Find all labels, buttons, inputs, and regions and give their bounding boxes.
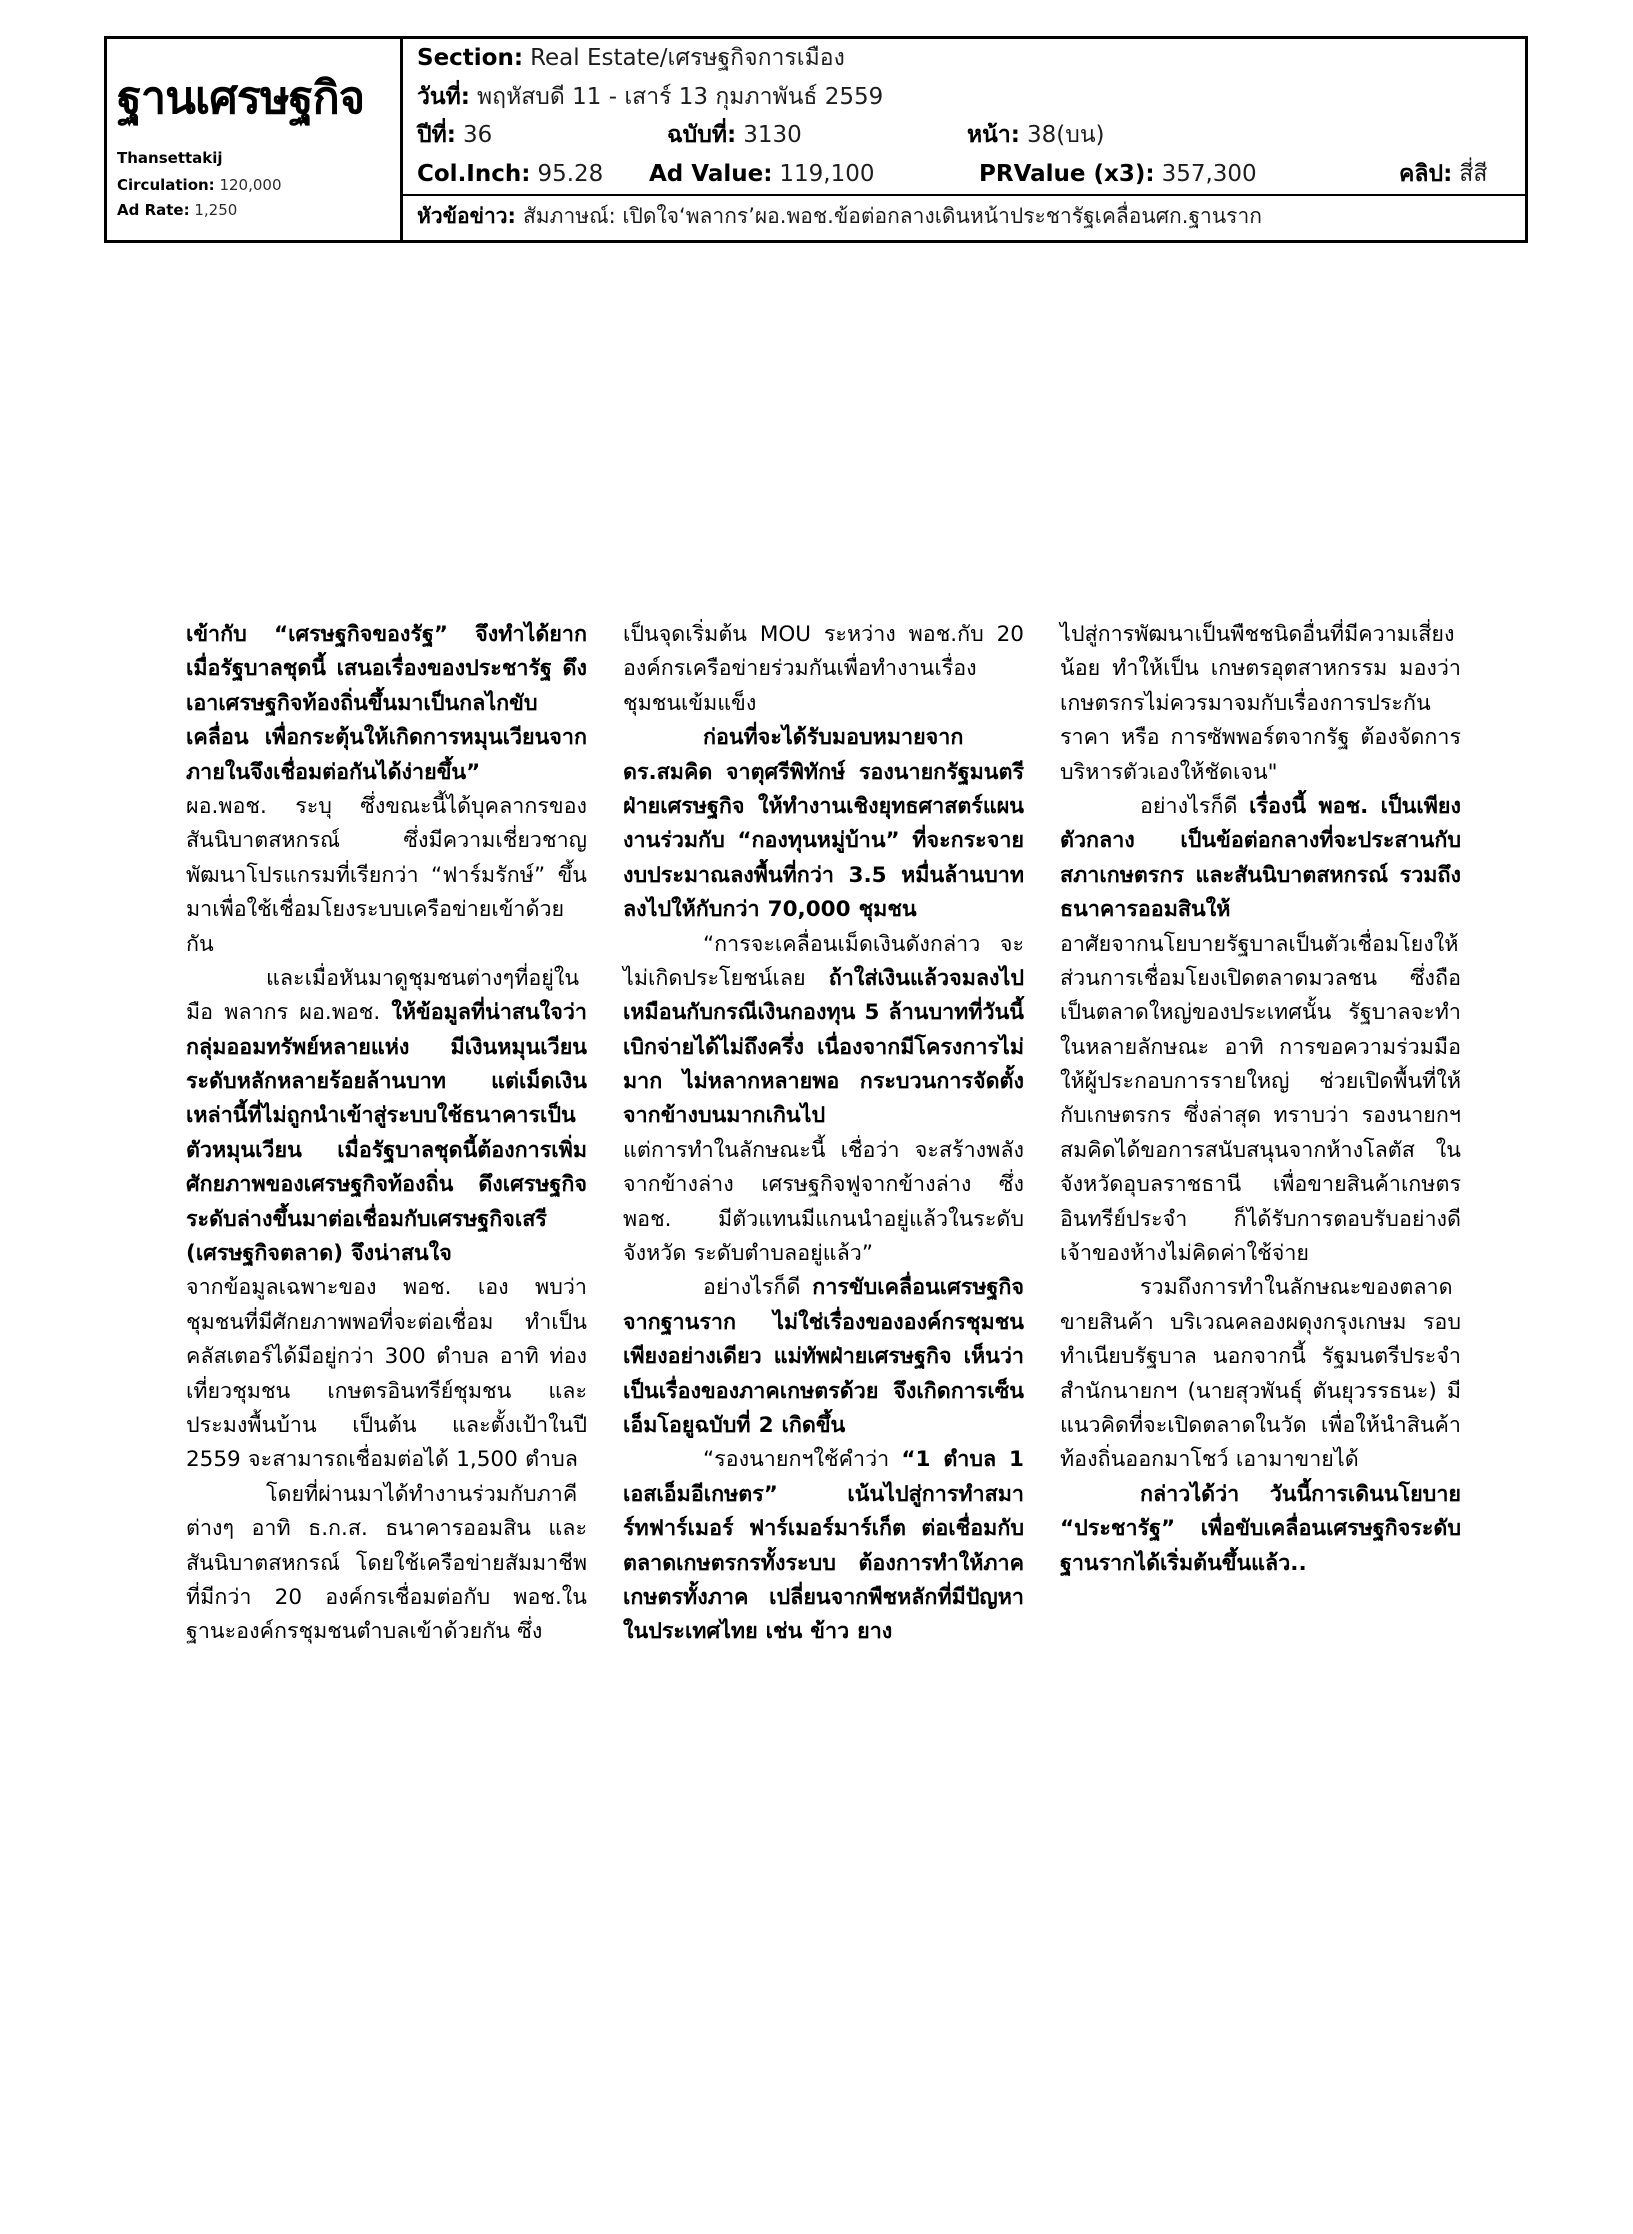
text-run: “การจะเคลื่อนเม็ดเงินดังกล่าว จะไม่เกิดประโยชน์เลย — [623, 931, 1024, 991]
article-body — [186, 618, 1462, 1650]
headline-label: หัวข้อข่าว: — [417, 203, 516, 228]
paragraph: ก่อนที่จะได้รับมอบหมายจาก ดร.สมคิด จาตุศรีพิทักษ์ รองนายกรัฐมนตรีฝ่ายเศรษฐกิจ ให้ทำงานเชิงยุทธศาสตร์แผนงานร่วมกับ “กองทุนหมู่บ้าน” ที่จะกระจายงบประมาณลงพื้นที่กว่า 3.5 หมื่นล้านบาท ลงไปให้กับกว่า 70,000 ชุมชน — [623, 725, 1024, 923]
masthead-romanized-name: Thansettakij — [117, 149, 223, 167]
year-value: 36 — [462, 122, 493, 149]
article-column-3 — [1060, 618, 1461, 1650]
ad-rate-label: Ad Rate: — [117, 200, 190, 219]
metrics-row — [403, 155, 1525, 194]
paragraph: อาศัยจากนโยบายรัฐบาลเป็นตัวเชื่อมโยงให้ ส่วนการเชื่อมโยงเปิดตลาดมวลชน ซึ่งถือเป็นตลาดใหญ่ของประเทศนั้น รัฐบาลจะทำในหลายลักษณะ อาทิ การขอความร่วมมือให้ผู้ประกอบการรายใหญ่ ช่วยเปิดพื้นที่ให้กับเกษตรกร ซึ่งล่าสุด ทราบว่า รองนายกฯสมคิดได้ขอการสนับสนุนจากห้างโลตัส ในจังหวัดอุบลราชธานี เพื่อขายสินค้าเกษตรอินทรีย์ประจำ ก็ได้รับการตอบรับอย่างดี เจ้าของห้างไม่คิดค่าใช้จ่าย — [1060, 931, 1461, 1267]
clipping-header — [104, 36, 1528, 243]
article-column-2 — [623, 618, 1024, 1650]
section-row — [403, 39, 1525, 78]
prvalue-value: 357,300 — [1161, 160, 1257, 187]
year-field — [417, 119, 667, 152]
page-label: หน้า: — [967, 122, 1020, 149]
prvalue-label: PRValue (x3): — [979, 160, 1155, 187]
paragraph: โดยที่ผ่านมาได้ทำงานร่วมกับภาคีต่างๆ อาทิ ธ.ก.ส. ธนาคารออมสิน และสันนิบาตสหกรณ์ โดยใช้เครือข่ายสัมมาชีพที่มีกว่า 20 องค์กรเชื่อมต่อกับ พอช.ในฐานะองค์กรชุมชนตำบลเข้าด้วยกัน ซึ่ง — [186, 1481, 587, 1645]
paragraph: รวมถึงการทำในลักษณะของตลาดขายสินค้า บริเวณคลองผดุงกรุงเกษม รอบทำเนียบรัฐบาล นอกจากนี้ รัฐมนตรีประจำสำนักนายกฯ (นายสุวพันธุ์ ตันยุวรรธนะ) มีแนวคิดที่จะเปิดตลาดในวัด เพื่อให้นำสินค้าท้องถิ่นออกมาโชว์ เอามาขายได้ — [1060, 1275, 1461, 1473]
paragraph: แต่การทำในลักษณะนี้ เชื่อว่า จะสร้างพลังจากข้างล่าง เศรษฐกิจฟูจากข้างล่าง ซึ่ง พอช. มีตัวแทนมีแกนนำอยู่แล้วในระดับจังหวัด ระดับตำบลอยู่แล้ว” — [623, 1137, 1024, 1267]
issue-value: 3130 — [743, 122, 802, 149]
page-field — [967, 119, 1297, 152]
section-field — [417, 42, 845, 75]
paragraph: กล่าวได้ว่า วันนี้การเดินนโยบาย “ประชารัฐ” เพื่อขับเคลื่อนเศรษฐกิจระดับฐานรากได้เริ่มต้นขึ้นแล้ว.. — [1060, 1481, 1461, 1576]
paragraph: จากข้อมูลเฉพาะของ พอช. เอง พบว่า ชุมชนที่มีศักยภาพพอที่จะต่อเชื่อม ทำเป็นคลัสเตอร์ได้มีอยู่กว่า 300 ตำบล อาทิ ท่องเที่ยวชุมชน เกษตรอินทรีย์ชุมชน และประมงพื้นบ้าน เป็นต้น และตั้งเป้าในปี 2559 จะสามารถเชื่อมต่อได้ 1,500 ตำบล — [186, 1275, 587, 1473]
text-run-bold: เรื่องนี้ พอช. เป็นเพียงตัวกลาง เป็นข้อต่อกลางที่จะประสานกับ สภาเกษตรกร และสันนิบาตสหกรณ์ รวมถึงธนาคารออมสินให้ — [1060, 793, 1461, 923]
colinch-label: Col.Inch: — [417, 160, 531, 187]
section-label: Section: — [417, 45, 524, 71]
issue-field — [667, 119, 967, 152]
headline-row — [403, 194, 1525, 240]
circulation-value: 120,000 — [219, 175, 282, 194]
section-value: Real Estate/เศรษฐกิจการเมือง — [530, 45, 845, 71]
advalue-label: Ad Value: — [649, 160, 773, 187]
paragraph — [623, 1443, 1024, 1649]
circulation-label: Circulation: — [117, 175, 215, 194]
colinch-field — [417, 158, 649, 191]
paragraph: เข้ากับ “เศรษฐกิจของรัฐ” จึงทำได้ยาก เมื่อรัฐบาลชุดนี้ เสนอเรื่องของประชารัฐ ดึงเอาเศรษฐกิจท้องถิ่นขึ้นมาเป็นกลไกขับเคลื่อน เพื่อกระตุ้นให้เกิดการหมุนเวียนจากภายในจึงเชื่อมต่อกันได้ง่ายขึ้น” — [186, 622, 587, 785]
ad-rate-value: 1,250 — [194, 200, 238, 219]
text-run: อย่างไรก็ดี — [703, 1275, 813, 1301]
paragraph: ผอ.พอช. ระบุ ซึ่งขณะนี้ได้บุคลากรของสันนิบาตสหกรณ์ ซึ่งมีความเชี่ยวชาญพัฒนาโปรแกรมที่เรียกว่า “ฟาร์มรักษ์” ขึ้นมาเพื่อใช้เชื่อมโยงระบบเครือข่ายเข้าด้วยกัน — [186, 793, 587, 957]
headline-field — [417, 200, 1262, 233]
paragraph: เป็นจุดเริ่มต้น MOU ระหว่าง พอช.กับ 20 องค์กรเครือข่ายร่วมกันเพื่อทำงานเรื่องชุมชนเข้มแข็ง — [623, 622, 1024, 716]
masthead-meta — [117, 146, 390, 222]
advalue-field — [649, 158, 979, 191]
paragraph: ไปสู่การพัฒนาเป็นพืชชนิดอื่นที่มีความเสี่ยงน้อย ทำให้เป็น เกษตรอุตสาหกรรม มองว่า เกษตรกรไม่ควรมาจมกับเรื่องการประกันราคา หรือ การซัพพอร์ตจากรัฐ ต้องจัดการบริหารตัวเองให้ชัดเจน" — [1060, 622, 1461, 785]
date-value: พฤหัสบดี 11 - เสาร์ 13 กุมภาพันธ์ 2559 — [477, 83, 884, 110]
paragraph — [186, 962, 587, 1272]
text-run-bold: ถ้าใส่เงินแล้วจมลงไป เหมือนกับกรณีเงินกองทุน 5 ล้านบาทที่วันนี้เบิกจ่ายได้ไม่ถึงครึ่ง เนื่องจากมีโครงการไม่มาก ไม่หลากหลายพอ กระบวนการจัดตั้งจากข้างบนมากเกินไป — [623, 965, 1024, 1129]
paragraph — [623, 928, 1024, 1134]
clip-label: คลิป: — [1399, 160, 1453, 187]
prvalue-field — [979, 158, 1399, 191]
colinch-value: 95.28 — [537, 160, 604, 187]
headline-value: สัมภาษณ์: เปิดใจ‘พลากร’ผอ.พอช.ข้อต่อกลางเดินหน้าประชารัฐเคลื่อนศก.ฐานราก — [522, 203, 1262, 228]
year-issue-page-row — [403, 116, 1525, 155]
text-run-bold: การขับเคลื่อนเศรษฐกิจจากฐานราก ไม่ใช่เรื่องขององค์กรชุมชนเพียงอย่างเดียว แม่ทัพฝ่ายเศรษฐกิจ เห็นว่า เป็นเรื่องของภาคเกษตรด้วย จึงเกิดการเซ็นเอ็มโอยูฉบับที่ 2 เกิดขึ้น — [623, 1275, 1024, 1438]
header-fields — [403, 39, 1525, 240]
clip-field — [1399, 158, 1487, 191]
advalue-value: 119,100 — [779, 160, 875, 187]
text-run-bold: “1 ตำบล 1 เอสเอ็มอีเกษตร” เน้นไปสู่การทำสมาร์ทฟาร์เมอร์ ฟาร์เมอร์มาร์เก็ต ต่อเชื่อมกับตลาดเกษตรกรทั้งระบบ ต้องการทำให้ภาคเกษตรทั้งภาค เปลี่ยนจากพืชหลักที่มีปัญหาในประเทศไทย เช่น ข้าว ยาง — [623, 1447, 1024, 1645]
date-row — [403, 78, 1525, 117]
year-label: ปีที่: — [417, 122, 456, 149]
text-run: และเมื่อหันมาดูชุมชนต่างๆที่อยู่ในมือ พลากร ผอ.พอช. — [186, 965, 580, 1026]
ad-rate-line — [117, 198, 390, 223]
masthead-panel — [107, 39, 403, 240]
paragraph — [1060, 790, 1461, 928]
page-value: 38(บน) — [1027, 122, 1105, 149]
article-column-1 — [186, 618, 587, 1650]
text-run-bold: ให้ข้อมูลที่น่าสนใจว่า กลุ่มออมทรัพย์หลายแห่ง มีเงินหมุนเวียนระดับหลักหลายร้อยล้านบาท แต่เม็ดเงินเหล่านี้ที่ไม่ถูกนำเข้าสู่ระบบใช้ธนาคารเป็นตัวหมุนเวียน เมื่อรัฐบาลชุดนี้ต้องการเพิ่มศักยภาพของเศรษฐกิจท้องถิ่น ดึงเศรษฐกิจระดับล่างขึ้นมาต่อเชื่อมกับเศรษฐกิจเสรี (เศรษฐกิจตลาด) จึงน่าสนใจ — [186, 1000, 587, 1267]
date-field — [417, 81, 883, 114]
circulation-line — [117, 173, 390, 198]
date-label: วันที่: — [417, 83, 470, 110]
clip-value: สี่สี — [1459, 160, 1488, 187]
issue-label: ฉบับที่: — [667, 122, 737, 149]
paragraph — [623, 1271, 1024, 1443]
text-run: “รองนายกฯใช้คำว่า — [703, 1447, 902, 1473]
text-run: อย่างไรก็ดี — [1140, 793, 1250, 819]
masthead-logo: ฐานเศรษฐกิจ — [117, 71, 365, 124]
